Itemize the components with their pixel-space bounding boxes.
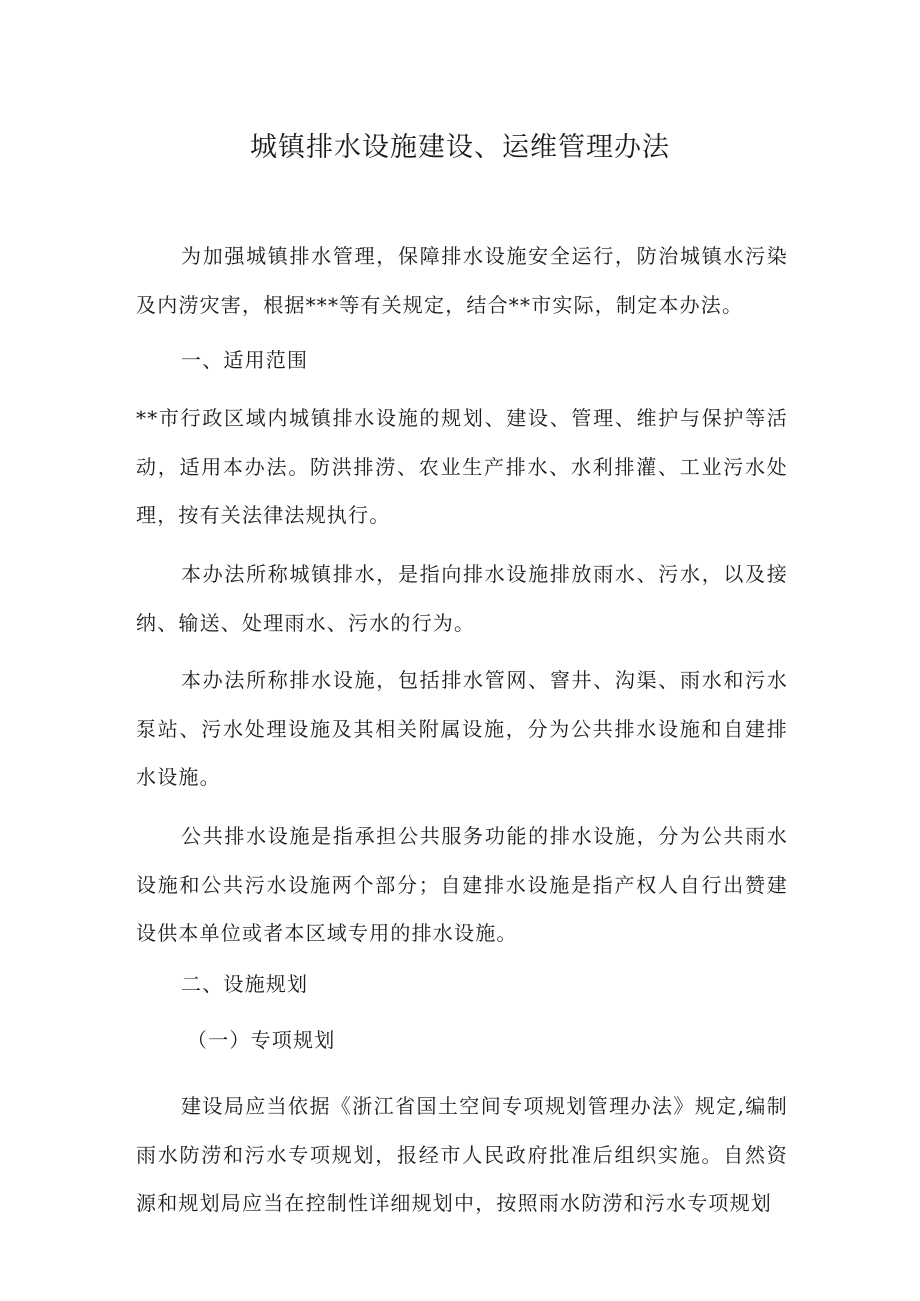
- public-facility-paragraph: 公共排水设施是指承担公共服务功能的排水设施，分为公共雨水设施和公共污水设施两个部分；自建排水设施是指产权人自行出赞建设供本单位或者本区域专用的排水设施。: [136, 824, 788, 945]
- facility-definition-paragraph: 本办法所称排水设施，包括排水管网、窨井、沟渠、雨水和污水泵站、污水处理设施及其相关附属设施，分为公共排水设施和自建排水设施。: [136, 668, 788, 789]
- document-title: 城镇排水设施建设、运维管理办法: [250, 132, 670, 163]
- subsection-heading-special-planning: （一）专项规划: [187, 1028, 336, 1052]
- planning-paragraph: 建设局应当依据《浙江省国土空间专项规划管理办法》规定,编制雨水防涝和污水专项规划，报经市人民政府批准后组织实施。自然资源和规划局应当在控制性详细规划中，按照雨水防涝和污水专项规划: [136, 1094, 788, 1215]
- drainage-definition-paragraph: 本办法所称城镇排水，是指向排水设施排放雨水、污水，以及接纳、输送、处理雨水、污水的行为。: [136, 562, 788, 635]
- intro-paragraph: 为加强城镇排水管理，保障排水设施安全运行，防治城镇水污染及内涝灾害，根据***等有关规定，结合**市实际，制定本办法。: [136, 244, 788, 317]
- section-heading-planning: 二、设施规划: [181, 972, 309, 996]
- scope-paragraph: **市行政区域内城镇排水设施的规划、建设、管理、维护与保护等活动，适用本办法。防洪排涝、农业生产排水、水利排灌、工业污水处理，按有关法律法规执行。: [136, 406, 788, 527]
- section-heading-scope: 一、适用范围: [181, 348, 309, 372]
